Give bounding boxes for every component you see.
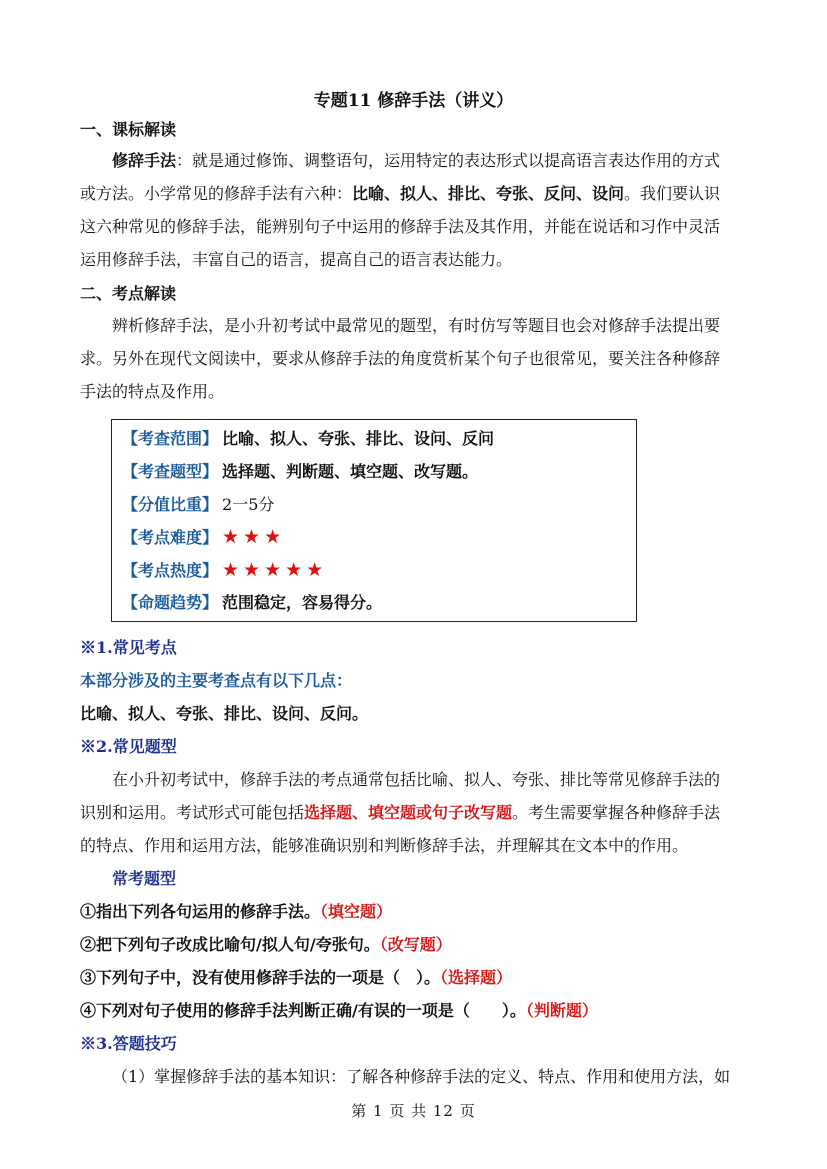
info-label: 【考查范围】: [122, 429, 219, 448]
info-row-score: [122, 495, 274, 515]
info-row-heat: [122, 560, 327, 581]
section-heading-common-points: ※1.常见考点: [80, 638, 177, 657]
info-label: 【命题趋势】: [122, 593, 219, 612]
section-heading-exam-points: 二、考点解读: [80, 284, 177, 303]
question-type-tag: （选择题）: [440, 968, 513, 987]
paragraph-line: 辨析修辞手法，是小升初考试中最常见的题型，有时仿写等题目也会对修辞手法提出要: [112, 316, 721, 335]
info-row-difficulty: [122, 527, 285, 548]
section-heading-curriculum: 一、课标解读: [80, 120, 177, 139]
info-value: 选择题、判断题、填空题、改写题。: [222, 462, 479, 481]
question-type-item: [80, 968, 748, 988]
paragraph-text: ：就是通过修饰、调整语句，运用特定的表达形式以提高语言表达作用的方式: [176, 151, 721, 170]
question-type-tag: （填空题）: [320, 902, 393, 921]
info-row-trend: [122, 593, 382, 613]
info-value: 2一5分: [222, 495, 275, 514]
paragraph-text: 。我们要认识: [624, 184, 721, 203]
paragraph-line: （1）掌握修辞手法的基本知识：了解各种修辞手法的定义、特点、作用和使用方法，如: [112, 1067, 731, 1086]
star-rating-icon: ★★★★★: [222, 559, 328, 581]
paragraph-line: 求。另外在现代文阅读中，要求从修辞手法的角度赏析某个句子也很常见，要关注各种修辞: [80, 349, 721, 368]
info-label: 【分值比重】: [122, 495, 219, 514]
emphasis-text: 比喻、拟人、排比、夸张、反问、设问: [352, 184, 625, 203]
question-type-text: ①指出下列各句运用的修辞手法。: [80, 902, 321, 921]
page-footer: 第 1 页 共 12 页: [351, 1102, 476, 1120]
question-type-item: [80, 1001, 748, 1021]
paragraph-text: 或方法。小学常见的修辞手法有六种：: [80, 184, 353, 203]
question-type-tag: （判断题）: [525, 1001, 598, 1020]
paragraph-text: 。考生需要掌握各种修辞手法: [512, 803, 721, 822]
paragraph-line: [112, 151, 780, 171]
common-points-intro: 本部分涉及的主要考查点有以下几点：: [80, 671, 353, 690]
page-title: 专题11 修辞手法（讲义）: [313, 91, 514, 111]
info-row-type: [122, 462, 478, 482]
question-type-text: ④下列对句子使用的修辞手法判断正确/有误的一项是（ ）。: [80, 1001, 526, 1020]
paragraph-line: 运用修辞手法，丰富自己的语言，提高自己的语言表达能力。: [80, 250, 513, 269]
paragraph-line: 在小升初考试中，修辞手法的考点通常包括比喻、拟人、夸张、排比等常见修辞手法的: [112, 770, 721, 789]
question-type-text: ②把下列句子改成比喻句/拟人句/夸张句。: [80, 935, 380, 954]
paragraph-line: 手法的特点及作用。: [80, 382, 225, 401]
question-type-item: [80, 935, 748, 955]
paragraph-line: 这六种常见的修辞手法，能辨别句子中运用的修辞手法及其作用，并能在说话和习作中灵活: [80, 217, 721, 236]
question-type-text: ③下列句子中，没有使用修辞手法的一项是（ ）。: [80, 968, 441, 987]
info-value: 范围稳定，容易得分。: [222, 593, 383, 612]
info-row-range: [122, 429, 494, 449]
paragraph-line: 的特点、作用和运用方法，能够准确识别和判断修辞手法，并理解其在文本中的作用。: [80, 836, 689, 855]
info-label: 【考查题型】: [122, 462, 219, 481]
highlight-text: 选择题、填空题或句子改写题: [304, 803, 513, 822]
section-heading-answer-skills: ※3.答题技巧: [80, 1034, 177, 1053]
info-value: 比喻、拟人、夸张、排比、设问、反问: [222, 429, 495, 448]
star-rating-icon: ★★★: [222, 526, 286, 548]
paragraph-line: [80, 803, 748, 823]
question-type-tag: （改写题）: [379, 935, 452, 954]
subheading-common-question-types: 常考题型: [112, 869, 177, 888]
info-label: 【考点热度】: [122, 561, 219, 580]
paragraph-line: [80, 184, 748, 204]
exam-info-box: [111, 419, 637, 622]
section-heading-common-types: ※2.常见题型: [80, 737, 177, 756]
common-points-list: 比喻、拟人、夸张、排比、设问、反问。: [80, 704, 369, 723]
question-type-item: [80, 902, 748, 922]
paragraph-text: 识别和运用。考试形式可能包括: [80, 803, 305, 822]
info-label: 【考点难度】: [122, 528, 219, 547]
term-label: 修辞手法: [112, 151, 177, 170]
